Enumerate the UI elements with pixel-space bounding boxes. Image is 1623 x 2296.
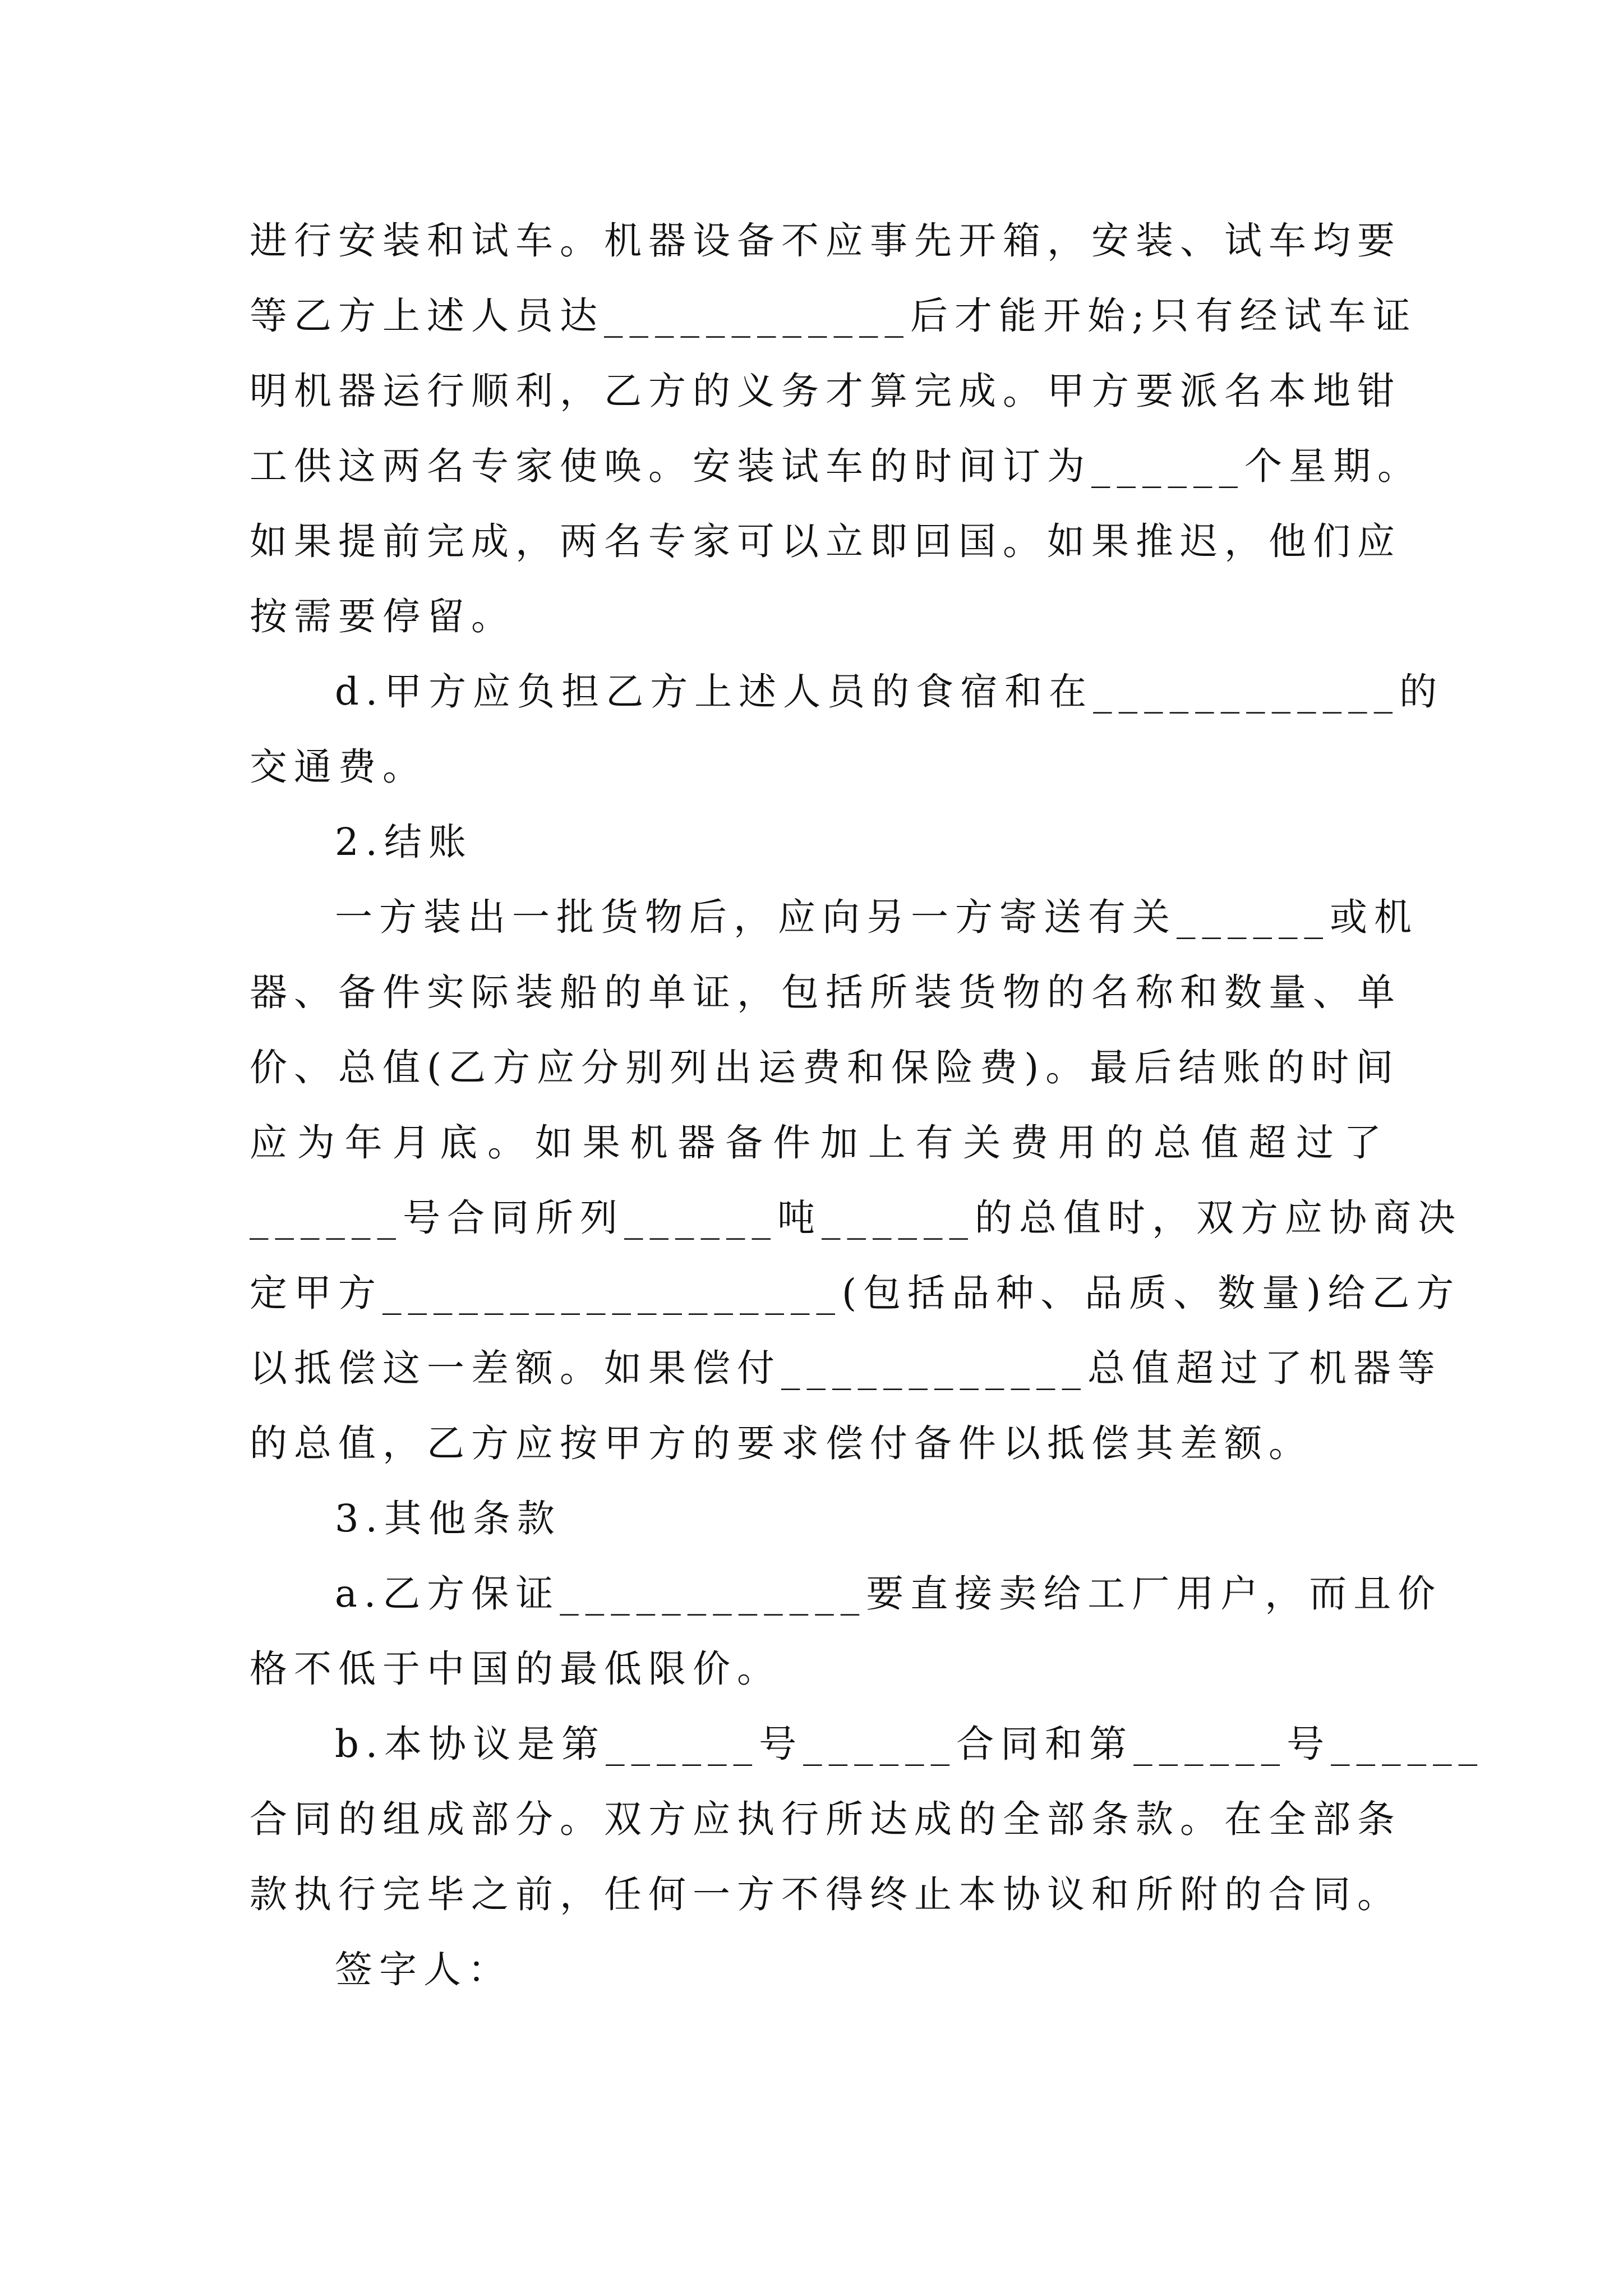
text-line: 如果提前完成，两名专家可以立即回国。如果推迟，他们应: [250, 519, 1401, 563]
clause-d-line: d.甲方应负担乙方上述人员的食宿和在____________的: [335, 670, 1444, 714]
paragraph-start-line: 一方装出一批货物后，应向另一方寄送有关______或机: [335, 895, 1418, 939]
text-line: 定甲方__________________(包括品种、品质、数量)给乙方: [250, 1271, 1461, 1315]
text-line: 价、总值(乙方应分别列出运费和保险费)。最后结账的时间: [250, 1046, 1400, 1089]
text-line: 器、备件实际装船的单证，包括所装货物的名称和数量、单: [250, 970, 1401, 1014]
clause-a-line: a.乙方保证____________要直接卖给工厂用户，而且价: [335, 1572, 1442, 1616]
text-line: 格不低于中国的最低限价。: [250, 1647, 781, 1691]
clause-b-line: b.本协议是第______号______合同和第______号______: [335, 1722, 1484, 1766]
text-line: 按需要停留。: [250, 595, 515, 638]
text-line: ______号合同所列______吨______的总值时，双方应协商决: [250, 1196, 1462, 1240]
text-line: 交通费。: [250, 745, 427, 789]
text-line: 进行安装和试车。机器设备不应事先开箱，安装、试车均要: [250, 219, 1401, 263]
signatory-label: 签字人：: [335, 1948, 512, 1991]
text-line: 款执行完毕之前，任何一方不得终止本协议和所附的合同。: [250, 1872, 1401, 1916]
section-heading-settlement: 2.结账: [335, 820, 473, 864]
text-line: 应为年月底。如果机器备件加上有关费用的总值超过了: [250, 1121, 1388, 1165]
text-line: 的总值，乙方应按甲方的要求偿付备件以抵偿其差额。: [250, 1421, 1313, 1465]
text-line: 合同的组成部分。双方应执行所达成的全部条款。在全部条: [250, 1797, 1401, 1841]
text-line: 工供这两名专家使唤。安装试车的时间订为______个星期。: [250, 444, 1422, 488]
text-line: 明机器运行顺利，乙方的义务才算完成。甲方要派名本地钳: [250, 369, 1401, 413]
text-line: 等乙方上述人员达____________后才能开始;只有经试车证: [250, 294, 1417, 338]
text-line: 以抵偿这一差额。如果偿付____________总值超过了机器等: [250, 1346, 1442, 1390]
document-body: [250, 203, 1484, 2007]
section-heading-other-terms: 3.其他条款: [335, 1497, 561, 1540]
